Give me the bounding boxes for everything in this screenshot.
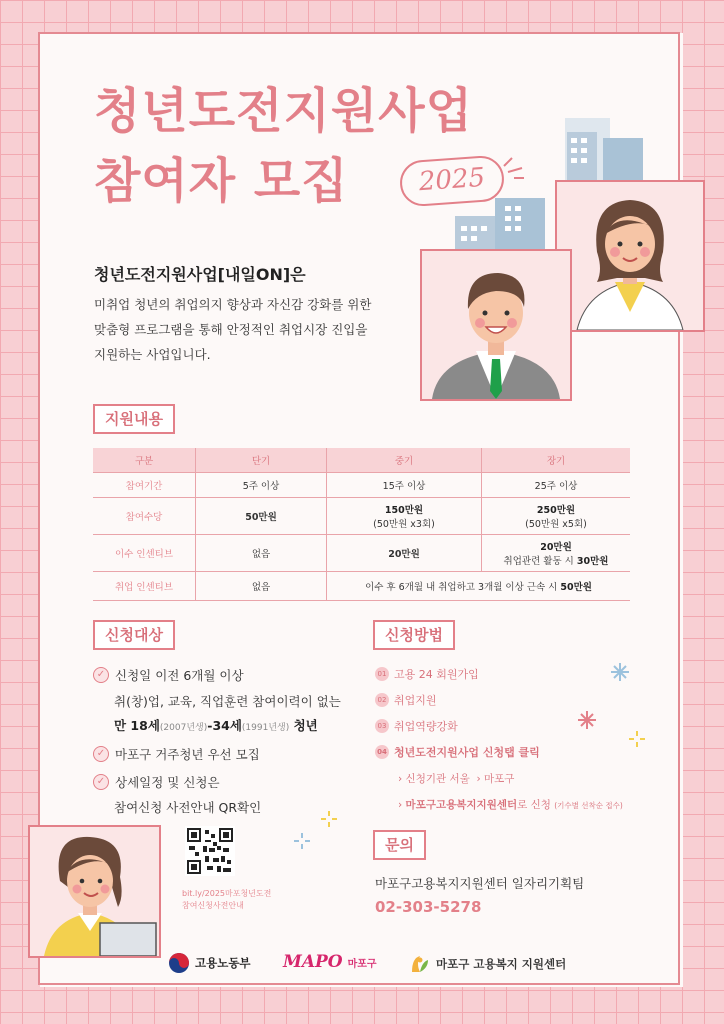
- table-header: 구분: [93, 448, 196, 473]
- contact-org: 마포구고용복지지원센터 일자리기획팀: [375, 876, 585, 891]
- check-icon: ✓: [93, 746, 109, 762]
- method-step: [375, 744, 540, 760]
- chevron-right-icon: ›: [476, 773, 481, 785]
- sparkle-icon: [577, 710, 597, 730]
- step-number: 02: [375, 693, 389, 707]
- table-row: [93, 535, 630, 572]
- cell-sub: (50만원 x5회): [525, 519, 587, 530]
- method-path: [398, 797, 623, 812]
- cell-sub: [483, 553, 629, 567]
- table-header: 장기: [482, 448, 631, 473]
- chevron-right-icon: ›: [398, 773, 403, 785]
- step-text: 취업지원: [394, 694, 437, 707]
- age-tail: 청년: [289, 718, 318, 733]
- eligibility-item: [93, 773, 220, 791]
- intro-lead: 청년도전지원사업[내일ON]은: [94, 265, 306, 284]
- eligibility-subtext: 참여신청 사전안내 QR확인: [114, 800, 262, 815]
- woman-avatar-icon: [557, 182, 703, 330]
- qr-code[interactable]: [185, 826, 235, 876]
- ministry-name: 고용노동부: [195, 956, 251, 970]
- mapo-name: 마포구: [347, 958, 377, 970]
- method-path: [398, 771, 514, 786]
- eligibility-subtext: 취(창)업, 교육, 직업훈련 참여이력이 없는: [114, 694, 341, 709]
- eligibility-item: [93, 666, 244, 684]
- age-dash: -: [207, 718, 213, 733]
- cell-text: 이수 후 6개월 내 취업하고 3개월 이상 근속 시: [365, 582, 561, 593]
- path-text: 로 신청: [517, 799, 551, 811]
- method-step: [375, 718, 458, 734]
- man-portrait: [420, 249, 572, 401]
- poster-title-line1: 청년도전지원사업: [94, 83, 473, 139]
- method-section-label: 신청방법: [373, 620, 455, 650]
- step-number: 04: [375, 745, 389, 759]
- intro-line: 맞춤형 프로그램을 통해 안정적인 취업시장 진입을: [94, 322, 368, 337]
- table-row: [93, 572, 630, 601]
- center-emblem-icon: [408, 952, 432, 976]
- sparkle-icon: [320, 810, 338, 828]
- qr-link-text[interactable]: bit.ly/2025마포청년도전: [182, 889, 272, 898]
- row-label: 참여수당: [93, 498, 196, 535]
- center-name: 마포구 고용복지 지원센터: [436, 957, 567, 971]
- poster-title-line2: 참여자 모집: [94, 153, 349, 209]
- row-label: 참여기간: [93, 473, 196, 498]
- table-cell: 25주 이상: [482, 473, 631, 498]
- age-start-year: (2007년생): [159, 723, 208, 733]
- mapo-brand: MAPO: [283, 952, 343, 972]
- cell-value: 250만원: [536, 505, 576, 516]
- path-center: 마포구고용복지지원센터: [405, 799, 518, 811]
- intro-line: 미취업 청년의 취업의지 향상과 자신감 강화를 위한: [94, 297, 372, 312]
- woman-laptop-avatar-icon: [30, 827, 159, 956]
- eligibility-text: 마포구 거주청년 우선 모집: [115, 747, 260, 762]
- table-cell: [482, 535, 631, 572]
- table-header-row: [93, 448, 630, 473]
- table-cell-merged: [327, 572, 631, 601]
- table-cell: 5주 이상: [196, 473, 327, 498]
- chevron-right-icon: ›: [398, 799, 403, 811]
- eligibility-text: 신청일 이전 6개월 이상: [115, 668, 244, 683]
- check-icon: ✓: [93, 667, 109, 683]
- age-end-year: (1991년생): [241, 723, 290, 733]
- path-note: (기수별 선착순 접수): [554, 801, 623, 810]
- center-logo: [408, 952, 566, 976]
- eligibility-item: [93, 745, 260, 763]
- table-cell: [482, 498, 631, 535]
- table-cell: 20만원: [327, 535, 482, 572]
- woman-portrait: [555, 180, 705, 332]
- cell-sub: (50만원 x3회): [373, 519, 435, 530]
- table-row: [93, 473, 630, 498]
- step-number: 03: [375, 719, 389, 733]
- eligibility-section-label: 신청대상: [93, 620, 175, 650]
- contact-section-label: 문의: [373, 830, 426, 860]
- qr-caption-text: 참여신청사전안내: [182, 901, 244, 910]
- check-icon: ✓: [93, 774, 109, 790]
- row-label: 이수 인센티브: [93, 535, 196, 572]
- table-cell: 없음: [196, 572, 327, 601]
- step-text: 취업역량강화: [394, 720, 458, 733]
- age-start: 만 18세: [114, 718, 160, 733]
- intro-text: [94, 292, 371, 367]
- taegeuk-icon: [168, 952, 190, 974]
- method-step: [375, 666, 479, 682]
- step-text: 청년도전지원사업 신청탭 클릭: [394, 746, 540, 759]
- table-cell: 15주 이상: [327, 473, 482, 498]
- man-avatar-icon: [422, 251, 570, 399]
- year-badge: 2025: [399, 154, 506, 207]
- method-step: [375, 692, 437, 708]
- ministry-logo: [168, 952, 251, 974]
- woman-laptop-portrait: [28, 825, 161, 958]
- intro-line: 지원하는 사업입니다.: [94, 347, 211, 362]
- step-text: 고용 24 회원가입: [394, 668, 479, 681]
- eligibility-text: 상세일정 및 신청은: [115, 775, 220, 790]
- qr-caption: [182, 888, 271, 912]
- support-table: [93, 448, 630, 601]
- row-label: 취업 인센티브: [93, 572, 196, 601]
- cell-sub-amount: 30만원: [576, 556, 609, 567]
- table-header: 중기: [327, 448, 482, 473]
- cell-sub-text: 취업관련 활동 시: [503, 556, 577, 567]
- contact-phone[interactable]: 02-303-5278: [375, 898, 482, 916]
- table-cell: 50만원: [196, 498, 327, 535]
- table-row: [93, 498, 630, 535]
- sparkle-icon: [628, 730, 646, 748]
- sparkle-icon: [610, 662, 630, 682]
- cell-value: 20만원: [540, 542, 572, 553]
- path-text: 신청기관 서울: [405, 773, 470, 785]
- path-text: 마포구: [483, 773, 515, 785]
- cell-amount: 50만원: [560, 582, 592, 593]
- eligibility-age: [114, 716, 318, 734]
- cell-value: 150만원: [384, 505, 424, 516]
- mapo-logo: [283, 952, 377, 972]
- sparkle-icon: [293, 832, 311, 850]
- support-section-label: 지원내용: [93, 404, 175, 434]
- table-cell: [327, 498, 482, 535]
- step-number: 01: [375, 667, 389, 681]
- age-end: 34세: [212, 718, 242, 733]
- table-cell: 없음: [196, 535, 327, 572]
- table-header: 단기: [196, 448, 327, 473]
